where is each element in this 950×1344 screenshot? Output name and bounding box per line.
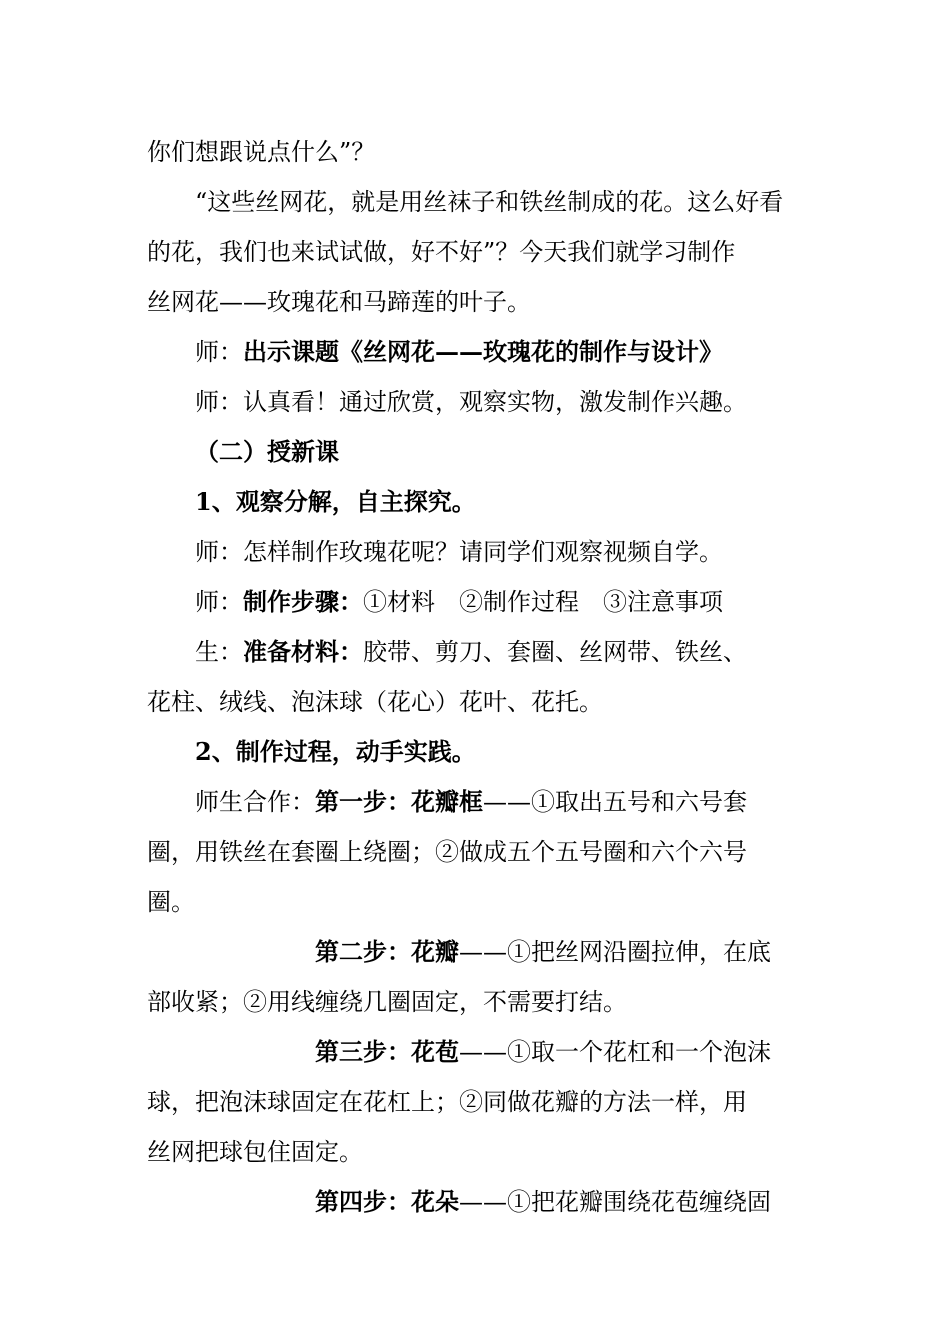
text-span: 胶带、剪刀、套圈、丝网带、铁丝、 [363, 638, 747, 666]
text-line [195, 337, 807, 367]
text-line: 的花，我们也来试试做，好不好”？今天我们就学习制作 [147, 238, 736, 266]
step-label: 第二步：花瓣 [315, 937, 459, 966]
text-line [315, 1037, 807, 1067]
text-line [195, 587, 807, 617]
text-line: 球，把泡沫球固定在花杠上；②同做花瓣的方法一样，用 [147, 1088, 747, 1116]
lesson-title: 出示课题《丝网花——玫瑰花的制作与设计》 [243, 337, 723, 366]
speaker-label: 生： [195, 638, 243, 666]
text-line [315, 1187, 807, 1217]
text-line: 花柱、绒线、泡沫球（花心）花叶、花托。 [147, 688, 603, 716]
text-span: ——①把丝网沿圈拉伸，在底 [459, 938, 771, 966]
text-span: ①材料 ②制作过程 ③注意事项 [363, 588, 723, 616]
speaker-label: 师： [195, 338, 243, 366]
text-line: 丝网花——玫瑰花和马蹄莲的叶子。 [147, 288, 531, 316]
text-line: 圈。 [147, 888, 195, 916]
step-label: 第四步：花朵 [315, 1187, 459, 1216]
step-label: 第三步：花苞 [315, 1037, 459, 1066]
text-line: 师：怎样制作玫瑰花呢？请同学们观察视频自学。 [195, 538, 723, 566]
text-line: 你们想跟说点什么”？ [147, 138, 376, 166]
text-line: 圈，用铁丝在套圈上绕圈；②做成五个五号圈和六个六号 [147, 838, 747, 866]
text-line: 师：认真看！通过欣赏，观察实物，激发制作兴趣。 [195, 388, 747, 416]
speaker-label: 师： [195, 588, 243, 616]
subsection-heading: 2、制作过程，动手实践。 [195, 737, 476, 766]
bold-label: 制作步骤： [243, 587, 363, 616]
text-line: “这些丝网花，就是用丝袜子和铁丝制成的花。这么好看 [195, 188, 784, 216]
text-span: ——①取一个花杠和一个泡沫 [459, 1038, 771, 1066]
step-label: 第一步：花瓣框 [315, 787, 483, 816]
bold-label: 准备材料： [243, 637, 363, 666]
subsection-heading: 1、观察分解，自主探究。 [195, 487, 476, 516]
text-span: ——①取出五号和六号套 [483, 788, 747, 816]
text-line [195, 637, 807, 667]
text-line: 丝网把球包住固定。 [147, 1138, 363, 1166]
text-line [315, 937, 807, 967]
section-heading: （二）授新课 [195, 437, 339, 466]
text-line [195, 787, 807, 817]
text-span: ——①把花瓣围绕花苞缠绕固 [459, 1188, 771, 1216]
text-line: 部收紧；②用线缠绕几圈固定，不需要打结。 [147, 988, 627, 1016]
speaker-label: 师生合作： [195, 788, 315, 816]
